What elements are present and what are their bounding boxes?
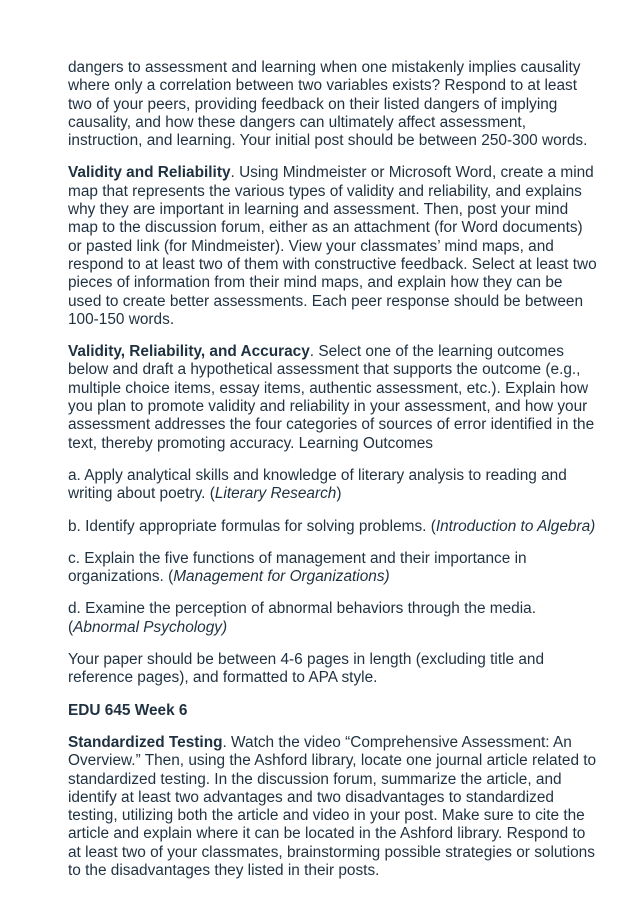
paragraph-title: Standardized Testing [68,733,223,751]
outcome-text: b. Identify appropriate formulas for solving problems. ( [68,517,436,535]
paragraph-paper-length [68,651,600,688]
document-page [68,59,600,894]
paragraph-text: . Watch the video “Comprehensive Assessment: An Overview.” Then, using the Ashford library, locate one journal article related to standardized testing. In the discussion forum, summarize the article, and identify at least two advantages and two disadvantages to standardized testing, utilizing both the article and video in your post. Make sure to cite the article and explain where it can be located in the Ashford library. Respond to at least two of your classmates, brainstorming possible strategies or solutions to the disadvantages they listed in their posts. [68,733,597,879]
outcome-close: ) [336,485,342,503]
outcome-course: Introduction to Algebra) [435,517,596,535]
outcome-course: Literary Research [214,485,337,503]
paragraph-validity-reliability-accuracy [68,343,600,453]
paragraph-validity-reliability [68,164,600,329]
outcome-b [68,518,600,536]
paragraph-title: Validity, Reliability, and Accuracy [68,343,310,361]
paragraph-text: . Using Mindmeister or Microsoft Word, create a mind map that represents the various types of validity and reliability, and explains why they are important in learning and assessment. Then, post your mind map to the discussion forum, either as an attachment (for Word documents) or pasted link (for Mindmeister). View your classmates’ mind maps, and respond to at least two of them with constructive feedback. Select at least two pieces of information from their mind maps, and explain how they can be used to create better assessments. Each peer response should be between 100-150 words. [68,164,597,328]
paragraph-causality-continued [68,59,600,150]
outcome-text: d. Examine the perception of abnormal behaviors through the media. ( [68,600,536,636]
outcome-course: Management for Organizations) [173,568,390,586]
outcome-course: Abnormal Psychology) [73,618,228,636]
paragraph-text: Your paper should be between 4-6 pages in length (excluding title and reference pages), and formatted to APA style. [68,651,545,687]
paragraph-title: Validity and Reliability [68,164,231,182]
paragraph-text: . Select one of the learning outcomes below and draft a hypothetical assessment that supports the outcome (e.g., multiple choice items, essay items, authentic assessment, etc.). Explain how you plan to promote validity and reliability in your assessment, and how your assessment addresses the four categories of sources of error identified in the text, thereby promoting accuracy. Learning Outcomes [68,343,595,452]
outcome-d [68,600,600,637]
outcome-text: c. Explain the five functions of management and their importance in organizations. ( [68,549,527,586]
outcome-c [68,550,600,587]
paragraph-text: dangers to assessment and learning when one mistakenly implies causality where only a correlation between two variables exists? Respond to at least two of your peers, providing feedback on their listed dangers of implying causality, and how these dangers can ultimately affect assessment, instruction, and learning. Your initial post should be between 250-300 words. [68,59,588,150]
paragraph-standardized-testing [68,734,600,880]
week-heading: EDU 645 Week 6 [68,701,188,719]
outcome-a [68,467,600,504]
outcome-text: a. Apply analytical skills and knowledge of literary analysis to reading and writing about poetry. ( [68,466,567,503]
